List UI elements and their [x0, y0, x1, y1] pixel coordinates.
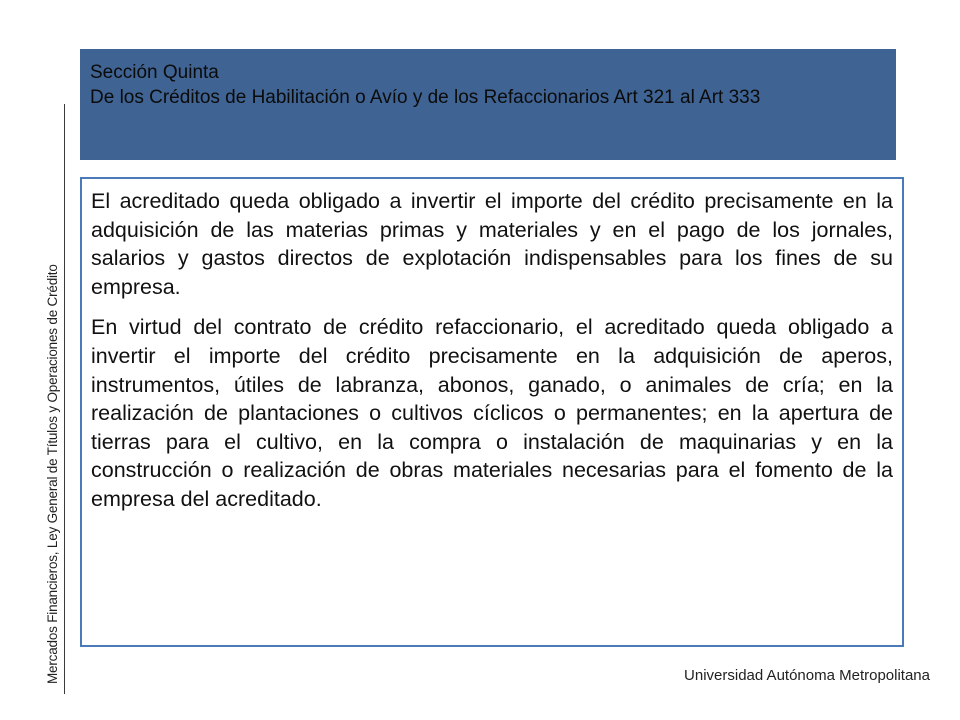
body-paragraph-1: El acreditado queda obligado a invertir el importe del crédito precisamente en la adquisición de las materias primas y materiales y en el pago de los jornales, salarios y gastos directos de explotación indispensables para los fines de su empresa. — [91, 189, 893, 299]
content-box — [80, 177, 904, 647]
section-header — [80, 49, 896, 160]
section-subtitle: De los Créditos de Habilitación o Avío y de los Refaccionarios Art 321 al Art 333 — [90, 87, 761, 108]
footer-institution: Universidad Autónoma Metropolitana — [684, 667, 930, 684]
section-title: Sección Quinta — [90, 62, 219, 83]
vertical-course-label: Mercados Financieros, Ley General de Títulos y Operaciones de Crédito — [45, 264, 60, 684]
body-paragraph-2: En virtud del contrato de crédito refaccionario, el acreditado queda obligado a invertir el importe del crédito precisamente en la adquisición de aperos, instrumentos, útiles de labranza, abonos, ganado, o animales de cría; en la realización de plantaciones o cultivos cíclicos o permanentes; en la apertura de tierras para el cultivo, en la compra o instalación de maquinarias y en la construcción o realización de obras materiales necesarias para el fomento de la empresa del acreditado. — [91, 315, 893, 511]
vertical-divider — [64, 104, 65, 694]
